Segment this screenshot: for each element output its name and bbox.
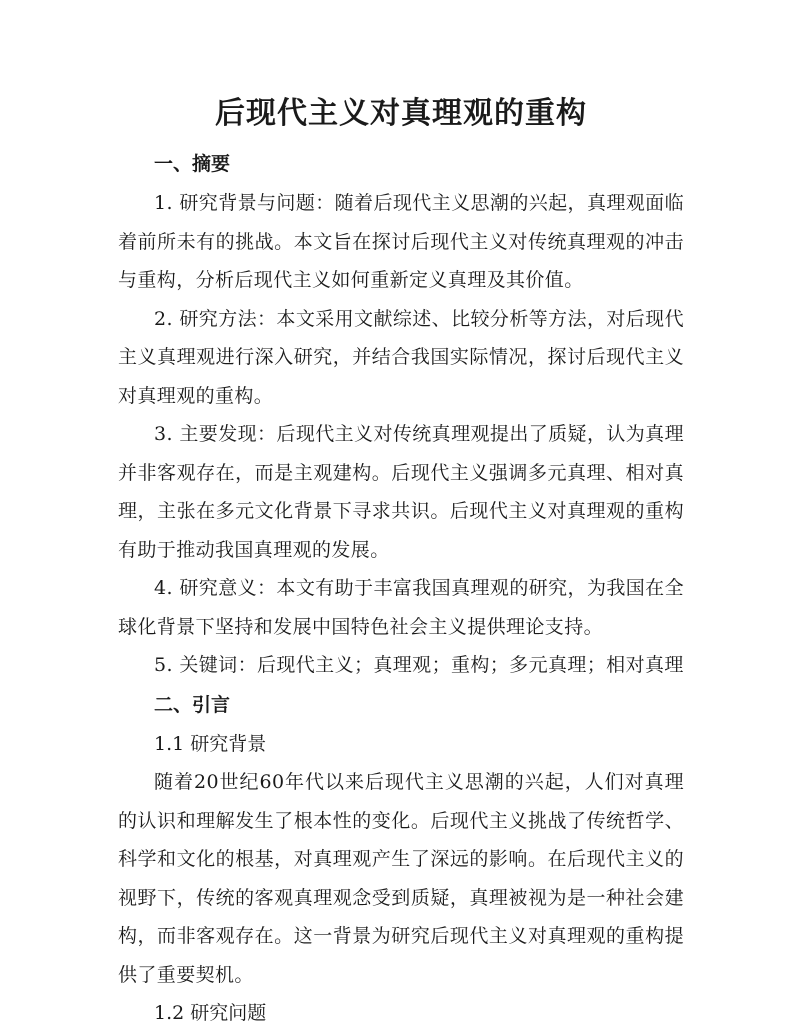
subsection-1-1-heading: 1.1 研究背景 [154, 732, 267, 755]
subsection-1-2-heading: 1.2 研究问题 [154, 1002, 267, 1024]
abstract-item-1: 1. 研究背景与问题：随着后现代主义思潮的兴起，真理观面临着前所未有的挑战。本文旨在探讨后现代主义对传统真理观的冲击与重构，分析后现代主义如何重新定义真理及其价值。 [118, 192, 684, 291]
abstract-item-2: 2. 研究方法：本文采用文献综述、比较分析等方法，对后现代主义真理观进行深入研究，并结合我国实际情况，探讨后现代主义对真理观的重构。 [118, 307, 684, 407]
abstract-item-3: 3. 主要发现：后现代主义对传统真理观提出了质疑，认为真理并非客观存在，而是主观建构。后现代主义强调多元真理、相对真理，主张在多元文化背景下寻求共识。后现代主义对真理观的重构有助于推动我国真理观的发展。 [118, 423, 684, 561]
abstract-heading: 一、摘要 [154, 153, 231, 175]
abstract-item-5-keywords: 5. 关键词：后现代主义；真理观；重构；多元真理；相对真理 [154, 654, 684, 676]
abstract-item-4: 4. 研究意义：本文有助于丰富我国真理观的研究，为我国在全球化背景下坚持和发展中国特色社会主义提供理论支持。 [118, 577, 684, 638]
document-page [118, 88, 684, 1033]
subsection-1-1-body: 随着20世纪60年代以来后现代主义思潮的兴起，人们对真理的认识和理解发生了根本性的变化。后现代主义挑战了传统哲学、科学和文化的根基，对真理观产生了深远的影响。在后现代主义的视野下，传统的客观真理观念受到质疑，真理被视为是一种社会建构，而非客观存在。这一背景为研究后现代主义对真理观的重构提供了重要契机。 [118, 771, 684, 986]
document-title: 后现代主义对真理观的重构 [215, 96, 587, 131]
introduction-heading: 二、引言 [154, 693, 231, 716]
